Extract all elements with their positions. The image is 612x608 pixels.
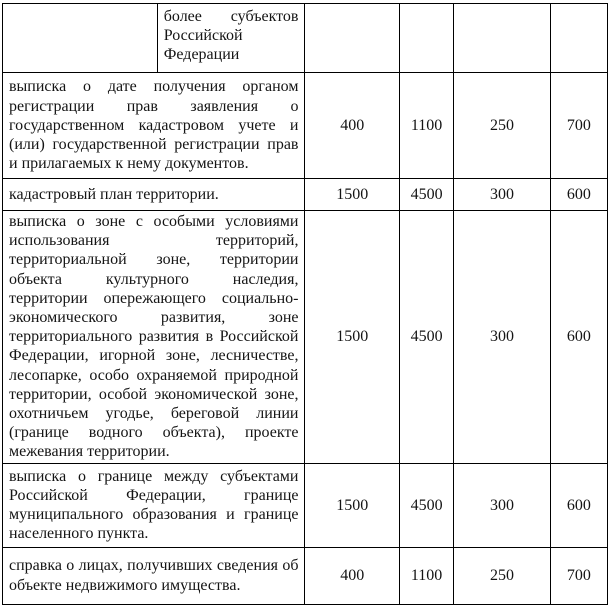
price-cell: 400 (305, 547, 399, 604)
price-cell: 250 (454, 73, 550, 179)
price-cell: 600 (550, 179, 607, 211)
continuation-empty-cell (3, 4, 158, 73)
price-cell: 1100 (399, 547, 453, 604)
price-cell (305, 4, 399, 73)
table-row-continuation (3, 4, 608, 73)
service-description-cell: выписка о дате получения органом регистрации прав заявления о государственном кадастровом учете и (или) государственной регистрации прав и прилагаемых к нему документов. (3, 73, 305, 179)
price-cell: 1500 (305, 179, 399, 211)
price-cell: 4500 (399, 179, 453, 211)
price-cell (454, 4, 550, 73)
service-description-cell: выписка о границе между субъектами Российской Федерации, границе муниципального образования и границе населенного пункта. (3, 463, 305, 547)
table-row (3, 547, 608, 604)
table-row (3, 463, 608, 547)
fee-table (2, 3, 608, 605)
price-cell: 300 (454, 179, 550, 211)
service-description-cell: справка о лицах, получивших сведения об объекте недвижимого имущества. (3, 547, 305, 604)
price-cell: 1500 (305, 463, 399, 547)
price-cell: 700 (550, 73, 607, 179)
price-cell: 600 (550, 211, 607, 464)
price-cell: 600 (550, 463, 607, 547)
service-description-cell: выписка о зоне с особыми условиями использования территорий, территориальной зоне, территории объекта культурного наследия, территории опережающего социально-экономического развития, зоне территориального развития в Российской Федерации, игорной зоне, лесничестве, лесопарке, особо охраняемой природной территории, особой экономической зоне, охотничьем угодье, береговой линии (границе водного объекта), проекте межевания территории. (3, 211, 305, 464)
price-cell: 1500 (305, 211, 399, 464)
price-cell: 4500 (399, 463, 453, 547)
table-row (3, 73, 608, 179)
price-cell: 300 (454, 463, 550, 547)
price-cell: 1100 (399, 73, 453, 179)
table-row (3, 179, 608, 211)
price-cell: 300 (454, 211, 550, 464)
price-cell (399, 4, 453, 73)
price-cell: 4500 (399, 211, 453, 464)
service-description-cell: более субъектов Российской Федерации (157, 4, 305, 73)
service-description-cell: кадастровый план территории. (3, 179, 305, 211)
table-row (3, 211, 608, 464)
price-cell: 400 (305, 73, 399, 179)
price-cell: 250 (454, 547, 550, 604)
price-cell (550, 4, 607, 73)
price-cell: 700 (550, 547, 607, 604)
